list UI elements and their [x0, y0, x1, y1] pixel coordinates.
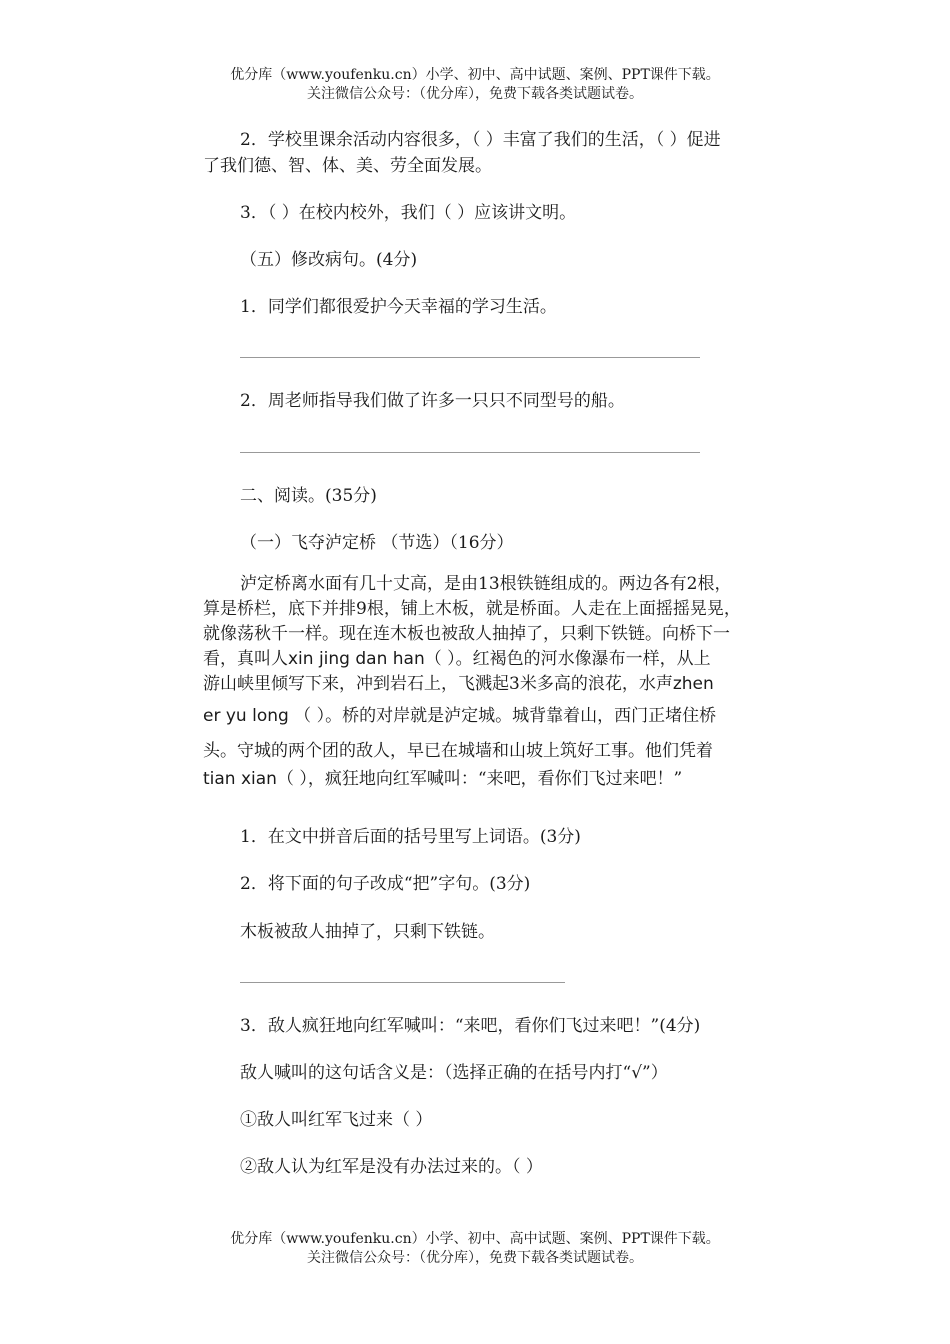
section-5-title: （五）修改病句。(4分): [240, 250, 418, 270]
question-3: 3．（ ）在校内校外，我们（ ）应该讲文明。: [240, 203, 577, 223]
pinyin-zhen: zhen: [672, 674, 714, 694]
page-footer: [0, 1230, 950, 1268]
footer-line-2: 关注微信公众号：（优分库），免费下载各类试题试卷。: [307, 1250, 643, 1266]
passage-text: （ ）。红褐色的河水像瀑布一样，从上: [424, 649, 711, 669]
option-2[interactable]: ②敌人认为红军是没有办法过来的。（ ）: [240, 1157, 543, 1177]
passage-row-2: 算是桥栏，底下并排9根，铺上木板，就是桥面。人走在上面摇摇晃晃，: [203, 599, 741, 619]
passage-title: （一）飞夺泸定桥 （节选）（16分）: [240, 533, 514, 553]
reading-passage: [203, 572, 806, 792]
passage-row-3: 就像荡秋千一样。现在连木板也被敌人抽掉了，只剩下铁链。向桥下一: [203, 624, 730, 644]
passage-row-5: [203, 672, 806, 697]
reading-question-2-sentence: 木板被敌人抽掉了，只剩下铁链。: [240, 922, 495, 942]
passage-row-1: 泸定桥离水面有几十丈高，是由13根铁链组成的。两边各有2根，: [240, 574, 732, 594]
reading-question-2: 2．将下面的句子改成“把”字句。(3分): [240, 874, 531, 894]
option-1[interactable]: ①敌人叫红军飞过来（ ）: [240, 1110, 433, 1130]
answer-line-1[interactable]: [240, 357, 700, 358]
question-2-line-1: 2．学校里课余活动内容很多，（ ）丰富了我们的生活，（ ）促进: [240, 130, 721, 150]
section-5-question-2: 2．周老师指导我们做了许多一只只不同型号的船。: [240, 391, 625, 411]
section-5-question-1: 1．同学们都很爱护今天幸福的学习生活。: [240, 297, 557, 317]
reading-question-3: 3．敌人疯狂地向红军喊叫：“来吧，看你们飞过来吧！”(4分): [240, 1016, 701, 1036]
passage-row-8: [203, 767, 806, 792]
passage-row-6: [203, 697, 806, 735]
question-2-line-2: 了我们德、智、体、美、劳全面发展。: [203, 156, 492, 176]
reading-question-3-prompt: 敌人喊叫的这句话含义是：（选择正确的在括号内打“√”）: [240, 1063, 668, 1083]
pinyin-er-yu-long: er yu long: [203, 706, 289, 726]
pinyin-tian-xian: tian xian: [203, 769, 277, 789]
reading-question-1: 1．在文中拼音后面的括号里写上词语。(3分): [240, 827, 581, 847]
passage-text: 游山峡里倾写下来，冲到岩石上，飞溅起3米多高的浪花，水声: [203, 674, 673, 694]
passage-row-7: 头。守城的两个团的敌人，早已在城墙和山坡上筑好工事。他们凭着: [203, 741, 713, 761]
passage-text: （ ）。桥的对岸就是泸定城。城背靠着山，西门正堵住桥: [288, 706, 717, 726]
pinyin-xin-jing-dan-han: xin jing dan han: [288, 649, 425, 669]
header-line-2: 关注微信公众号：（优分库），免费下载各类试题试卷。: [307, 86, 643, 102]
page-header: [0, 66, 950, 104]
answer-line-2[interactable]: [240, 452, 700, 453]
answer-line-3[interactable]: [240, 982, 565, 983]
passage-text: 看，真叫人: [203, 649, 288, 669]
header-line-1: 优分库（www.youfenku.cn）小学、初中、高中试题、案例、PPT课件下载。: [230, 67, 720, 83]
passage-row-4: [203, 647, 806, 672]
passage-text: （ ），疯狂地向红军喊叫：“来吧，看你们飞过来吧！”: [276, 769, 683, 789]
reading-section-title: 二、阅读。(35分): [240, 486, 377, 506]
footer-line-1: 优分库（www.youfenku.cn）小学、初中、高中试题、案例、PPT课件下载。: [230, 1231, 720, 1247]
